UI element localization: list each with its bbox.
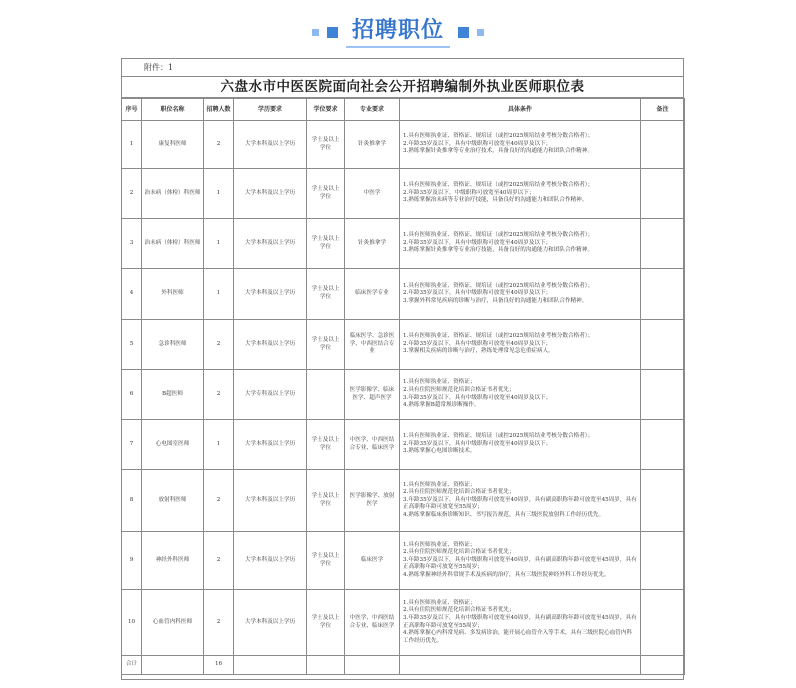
position-name: B超医师: [142, 370, 204, 420]
table-row: [122, 370, 685, 420]
requirement-line: 2.年龄35岁及以下，具有中级职称可放宽至40周岁及以下；: [403, 290, 552, 297]
requirement-line: 2.年龄35岁及以下，具有中级职称可放宽至40周岁及以下；: [403, 140, 552, 147]
hire-count: 2: [204, 470, 234, 532]
requirements-cell: [400, 470, 641, 532]
attachment-label: 附件：1: [122, 59, 683, 77]
requirement-line: 1.具有医师执业证、资格证；: [403, 599, 476, 606]
total-empty-cell: [345, 656, 400, 675]
row-number: 4: [122, 269, 142, 320]
degree-requirement: 学士及以上学位: [307, 532, 345, 590]
degree-requirement: 学士及以上学位: [307, 590, 345, 656]
note-cell: [641, 169, 685, 219]
total-empty-cell: [400, 656, 641, 675]
position-name: 放射科医师: [142, 470, 204, 532]
requirement-line: 1.具有医师执业证、资格证、规培证（或控2025规培结业考核分数合格者）；: [403, 333, 594, 340]
note-cell: [641, 470, 685, 532]
header-cell: 具体条件: [400, 99, 641, 121]
total-label: 合计: [122, 656, 142, 675]
requirement-line: 1.具有医师执业证、资格证、规培证（或控2025规培结业考核分数合格者）；: [403, 232, 594, 239]
table-row: [122, 269, 685, 320]
degree-requirement: 学士及以上学位: [307, 169, 345, 219]
total-row: [122, 656, 685, 675]
requirements-cell: [400, 269, 641, 320]
row-number: 2: [122, 169, 142, 219]
requirements-cell: [400, 532, 641, 590]
position-name: 治未病（体检）科医师: [142, 219, 204, 269]
education-requirement: 大学本科及以上学历: [234, 121, 307, 169]
requirement-line: 2.年龄35岁及以下，具有中级职称可放宽至40周岁及以下；: [403, 239, 552, 246]
requirements-cell: [400, 169, 641, 219]
hire-count: 1: [204, 169, 234, 219]
requirement-line: 3.掌握外科常见疾病的诊断与治疗，具备良好的沟通能力和团队合作精神。: [403, 297, 588, 304]
row-number: 7: [122, 420, 142, 470]
major-requirement: 医学影像学、临床医学、超声医学: [345, 370, 400, 420]
header-cell: 招聘人数: [204, 99, 234, 121]
education-requirement: 大学本科及以上学历: [234, 169, 307, 219]
degree-requirement: 学士及以上学位: [307, 420, 345, 470]
requirement-line: 4.熟练掌握临床指诊断知识、书写报告规范，具有三级医院放射科工作经历优先。: [403, 511, 605, 518]
education-requirement: 大学本科及以上学历: [234, 532, 307, 590]
header-cell: 学位要求: [307, 99, 345, 121]
degree-requirement: 学士及以上学位: [307, 320, 345, 370]
table-row: [122, 169, 685, 219]
requirement-line: 4.熟练掌握B超常规诊断操作。: [403, 402, 480, 409]
education-requirement: 大学本科及以上学历: [234, 470, 307, 532]
requirement-line: 4.熟练掌握神经外科常规手术及疾病的治疗，具有三级医院神经外科工作经历优先。: [403, 571, 610, 578]
requirement-line: 1.具有医师执业证、资格证；: [403, 379, 476, 386]
requirement-line: 2.年龄35岁及以下，具有中级职称可放宽至40周岁及以下；: [403, 440, 552, 447]
table-row: [122, 320, 685, 370]
row-number: 3: [122, 219, 142, 269]
requirement-line: 3.熟练掌握治未病等专业治疗技能，具备良好的沟通能力和团队合作精神。: [403, 197, 588, 204]
banner-square-small-right-icon: [477, 29, 484, 36]
table-row: [122, 420, 685, 470]
row-number: 1: [122, 121, 142, 169]
table-header-row: [122, 99, 685, 121]
major-requirement: 临床医学、急诊医学、中西医结合专业: [345, 320, 400, 370]
requirement-line: 1.具有医师执业证、资格证、规培证（或控2025规培结业考核分数合格者）；: [403, 182, 594, 189]
position-name: 外科医师: [142, 269, 204, 320]
hire-count: 2: [204, 532, 234, 590]
header-cell: 序号: [122, 99, 142, 121]
total-empty-cell: [307, 656, 345, 675]
major-requirement: 中医学、中西医结合专业、临床医学: [345, 590, 400, 656]
requirement-line: 1.具有医师执业证、资格证、规培证（或控2025规培结业考核分数合格者）；: [403, 433, 594, 440]
document-title: 六盘水市中医医院面向社会公开招聘编制外执业医师职位表: [122, 77, 683, 98]
total-empty-cell: [234, 656, 307, 675]
table-row: [122, 532, 685, 590]
header-cell: 学历要求: [234, 99, 307, 121]
requirement-line: 2.年龄35岁及以下，具有中级职称可放宽至40周岁及以下；: [403, 340, 552, 347]
degree-requirement: [307, 370, 345, 420]
requirement-line: 2.年龄35岁及以下，中级职称可放宽至40周岁以下；: [403, 189, 535, 196]
requirements-cell: [400, 420, 641, 470]
requirement-line: 4.熟练掌握心内科常见病、多发病诊治，能开展心血管介入等手术，具有三级医院心血管内科工作经历优先。: [403, 630, 633, 644]
table-row: [122, 121, 685, 169]
note-cell: [641, 320, 685, 370]
position-name: 治未病（体检）科医师: [142, 169, 204, 219]
row-number: 8: [122, 470, 142, 532]
education-requirement: 大学本科及以上学历: [234, 320, 307, 370]
education-requirement: 大学本科及以上学历: [234, 269, 307, 320]
total-count: 16: [204, 656, 234, 675]
requirement-line: 2.具有住院医师规范化培训合格证书者优先；: [403, 549, 515, 556]
requirement-line: 3.熟练掌握针灸推拿等专业治疗技术，具备良好的沟通能力和团队合作精神。: [403, 148, 593, 155]
hire-count: 2: [204, 590, 234, 656]
requirement-line: 3.年龄35岁及以下，具有中级职称可放宽至40周岁，具有副高职称年龄可放宽至45周岁，具有正高职称年龄可放宽至55周岁；: [403, 614, 637, 629]
row-number: 9: [122, 532, 142, 590]
row-number: 5: [122, 320, 142, 370]
requirement-line: 2.具有住院医师规范化培训合格证书者优先；: [403, 489, 515, 496]
major-requirement: 临床医学: [345, 532, 400, 590]
table-row: [122, 219, 685, 269]
requirement-line: 2.具有住院医师规范化培训合格证书者优先；: [403, 386, 515, 393]
requirement-line: 1.具有医师执业证、资格证；: [403, 541, 476, 548]
row-number: 6: [122, 370, 142, 420]
note-cell: [641, 370, 685, 420]
requirement-line: 3.年龄35岁及以下，具有中级职称可放宽至40周岁，具有副高职称年龄可放宽至45周岁，具有正高职称年龄可放宽至55周岁；: [403, 496, 637, 511]
header-cell: 职位名称: [142, 99, 204, 121]
note-cell: [641, 532, 685, 590]
requirements-cell: [400, 590, 641, 656]
degree-requirement: 学士及以上学位: [307, 470, 345, 532]
note-cell: [641, 590, 685, 656]
major-requirement: 针灸推拿学: [345, 219, 400, 269]
requirement-line: 2.具有住院医师规范化培训合格证书者优先；: [403, 607, 515, 614]
requirements-cell: [400, 370, 641, 420]
education-requirement: 大学本科及以上学历: [234, 420, 307, 470]
requirement-line: 1.具有医师执业证、资格证、规培证（或控2025规培结业考核分数合格者）；: [403, 133, 594, 140]
hire-count: 1: [204, 269, 234, 320]
major-requirement: 中医学、中西医结合专业、临床医学: [345, 420, 400, 470]
position-name: 急诊科医师: [142, 320, 204, 370]
position-name: 康复科医师: [142, 121, 204, 169]
hire-count: 2: [204, 121, 234, 169]
note-cell: [641, 269, 685, 320]
requirement-line: 3.年龄35岁及以下，具有中级职称可放宽至40周岁，具有副高职称年龄可放宽至45周岁，具有正高职称年龄可放宽至55周岁；: [403, 556, 637, 571]
hire-count: 1: [204, 420, 234, 470]
degree-requirement: 学士及以上学位: [307, 219, 345, 269]
position-name: 心血管内科医师: [142, 590, 204, 656]
requirements-cell: [400, 320, 641, 370]
requirement-line: 1.具有医师执业证、资格证；: [403, 481, 476, 488]
table-row: [122, 590, 685, 656]
major-requirement: 医学影像学、放射医学: [345, 470, 400, 532]
requirements-cell: [400, 121, 641, 169]
section-banner: [0, 12, 796, 52]
degree-requirement: 学士及以上学位: [307, 269, 345, 320]
education-requirement: 大学本科及以上学历: [234, 219, 307, 269]
header-cell: 专业要求: [345, 99, 400, 121]
note-cell: [641, 121, 685, 169]
row-number: 10: [122, 590, 142, 656]
education-requirement: 大学本科及以上学历: [234, 590, 307, 656]
positions-table: [121, 98, 685, 675]
requirement-line: 3.掌握相关疾病的诊断与治疗，熟练处理常见急危重症病人。: [403, 348, 554, 355]
banner-square-right-icon: [458, 27, 469, 38]
major-requirement: 中医学: [345, 169, 400, 219]
banner-title: 招聘职位: [346, 16, 450, 48]
banner-square-left-icon: [327, 27, 338, 38]
requirement-line: 1.具有医师执业证、资格证、规培证（或控2025规培结业考核分数合格者）；: [403, 282, 594, 289]
total-empty-cell: [142, 656, 204, 675]
major-requirement: 临床医学专业: [345, 269, 400, 320]
note-cell: [641, 219, 685, 269]
education-requirement: 大学专科及以上学历: [234, 370, 307, 420]
header-cell: 备注: [641, 99, 685, 121]
requirement-line: 3.熟练掌握针灸推拿等专业治疗技能，具备良好的沟通能力和团队合作精神。: [403, 247, 593, 254]
hire-count: 2: [204, 370, 234, 420]
note-cell: [641, 420, 685, 470]
position-sheet: [121, 58, 684, 680]
banner-square-small-left-icon: [312, 29, 319, 36]
position-name: 心电图室医师: [142, 420, 204, 470]
table-row: [122, 470, 685, 532]
hire-count: 2: [204, 320, 234, 370]
requirement-line: 3.年龄35岁及以下，具有中级职称可放宽至40周岁及以下；: [403, 394, 552, 401]
requirements-cell: [400, 219, 641, 269]
requirement-line: 3.熟练掌握心电图诊断技术。: [403, 448, 476, 455]
degree-requirement: 学士及以上学位: [307, 121, 345, 169]
position-name: 神经外科医师: [142, 532, 204, 590]
total-empty-cell: [641, 656, 685, 675]
major-requirement: 针灸推拿学: [345, 121, 400, 169]
hire-count: 1: [204, 219, 234, 269]
